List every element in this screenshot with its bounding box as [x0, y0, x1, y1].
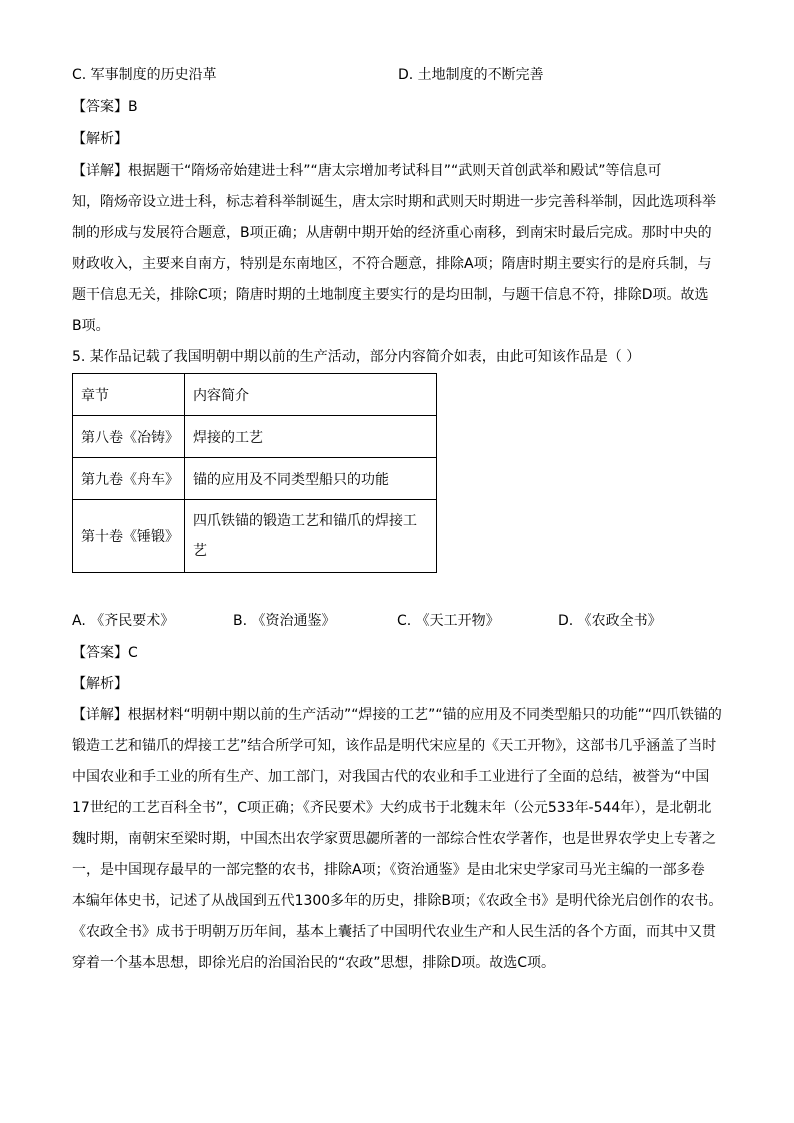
table-cell-chapter: 第十卷《锤锻》 [73, 500, 185, 573]
detail-line: 锻造工艺和锚爪的焊接工艺”结合所学可知，该作品是明代宋应星的《天工开物》，这部书几乎涵盖了当时 [72, 738, 717, 754]
detail-line: 本编年体史书，记述了从战国到五代1300多年的历史，排除B项；《农政全书》是明代徐光启创作的农书。 [72, 893, 723, 909]
question-5-stem: 5. 某作品记载了我国明朝中期以前的生产活动，部分内容简介如表，由此可知该作品是（ ） [72, 349, 641, 365]
table-cell-summary-line: 艺 [193, 543, 207, 559]
prev-analysis-label: 【解析】 [72, 131, 128, 147]
table-row [73, 416, 437, 458]
option-c: C. 《天工开物》 [397, 613, 500, 629]
option-b: B. 《资治通鉴》 [233, 613, 336, 629]
prev-detail-line: 知，隋炀帝设立进士科，标志着科举制诞生，唐太宗时期和武则天时期进一步完善科举制，因此选项科举 [72, 194, 716, 210]
question-5-answer: 【答案】C [72, 645, 138, 661]
detail-line: 【详解】根据材料“明朝中期以前的生产活动”“焊接的工艺”“锚的应用及不同类型船只的功能”“四爪铁锚的 [72, 707, 722, 723]
table-row [73, 500, 437, 573]
table-cell-chapter: 第九卷《舟车》 [73, 458, 185, 500]
table-header-summary: 内容简介 [185, 374, 437, 416]
detail-line: 《农政全书》成书于明朝万历年间，基本上囊括了中国明代农业生产和人民生活的各个方面，而其中又贯 [72, 924, 716, 940]
prev-option-c: C. 军事制度的历史沿革 [72, 67, 217, 83]
table-header-row [73, 374, 437, 416]
option-d: D. 《农政全书》 [558, 613, 662, 629]
prev-detail-line: 制的形成与发展符合题意，B项正确；从唐朝中期开始的经济重心南移，到南宋时最后完成。那时中央的 [72, 225, 712, 241]
content-table [72, 373, 437, 573]
table-row [73, 458, 437, 500]
detail-line: 一，是中国现存最早的一部完整的农书，排除A项；《资治通鉴》是由北宋史学家司马光主编的一部多卷 [72, 862, 705, 878]
prev-answer: 【答案】B [72, 99, 138, 115]
prev-option-d: D. 土地制度的不断完善 [398, 67, 544, 83]
detail-line: 中国农业和手工业的所有生产、加工部门，对我国古代的农业和手工业进行了全面的总结，被誉为“中国 [72, 769, 710, 785]
prev-detail-line: 【详解】根据题干“隋炀帝始建进士科”“唐太宗增加考试科目”“武则天首创武举和殿试”等信息可 [72, 163, 662, 179]
question-5-analysis-label: 【解析】 [72, 676, 128, 692]
table-cell-summary: 锚的应用及不同类型船只的功能 [185, 458, 437, 500]
table-cell-summary [185, 500, 437, 573]
table-cell-summary-line: 四爪铁锚的锻造工艺和锚爪的焊接工 [193, 513, 417, 529]
detail-line: 17世纪的工艺百科全书”，C项正确；《齐民要术》大约成书于北魏末年（公元533年-544年），是北朝北 [72, 800, 712, 816]
table-header-chapter: 章节 [73, 374, 185, 416]
table-cell-chapter: 第八卷《冶铸》 [73, 416, 185, 458]
option-a: A. 《齐民要术》 [72, 613, 175, 629]
prev-detail-line: B项。 [72, 318, 110, 334]
prev-detail-line: 财政收入，主要来自南方，特别是东南地区，不符合题意，排除A项；隋唐时期主要实行的是府兵制，与 [72, 256, 712, 272]
detail-line: 魏时期，南朝宋至梁时期，中国杰出农学家贾思勰所著的一部综合性农学著作，也是世界农学史上专著之 [72, 831, 716, 847]
detail-line: 穿着一个基本思想，即徐光启的治国治民的“农政”思想，排除D项。故选C项。 [72, 955, 556, 971]
prev-detail-line: 题干信息无关，排除C项；隋唐时期的土地制度主要实行的是均田制，与题干信息不符，排除D项。故选 [72, 287, 709, 303]
table-cell-summary: 焊接的工艺 [185, 416, 437, 458]
